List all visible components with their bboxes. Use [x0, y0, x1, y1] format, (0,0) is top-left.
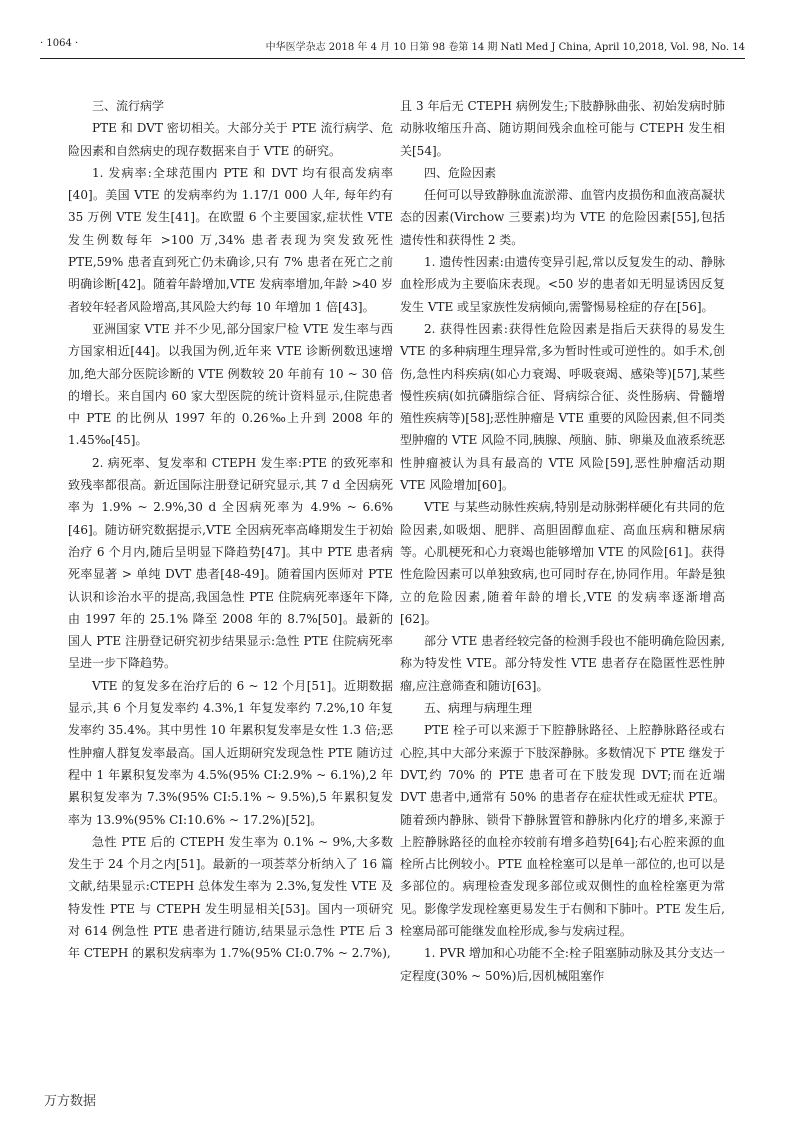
page-number: · 1064 ·: [40, 38, 79, 49]
paragraph: 1. PVR 增加和心功能不全:栓子阻塞肺动脉及其分支达一定程度(30% ~ 50%)后,因机械阻塞作: [400, 946, 725, 983]
section-heading-pathology: 五、病理与病理生理: [424, 701, 533, 716]
paragraph: 任何可以导致静脉血流淤滞、血管内皮损伤和血液高凝状态的因素(Virchow 三要素)均为 VTE 的危险因素[55],包括遗传性和获得性 2 类。: [400, 188, 725, 247]
page-header: [40, 38, 745, 58]
paragraph: 1. 遗传性因素:由遗传变异引起,常以反复发生的动、静脉血栓形成为主要临床表现。<50 岁的患者如无明显诱因反复发生 VTE 或呈家族性发病倾向,需警惕易栓症的存在[56]。: [400, 255, 725, 314]
paragraph: 急性 PTE 后的 CTEPH 发生率为 0.1% ~ 9%,大多数发生于 24 个月之内[51]。最新的一项荟萃分析纳入了 16 篇文献,结果显示:CTEPH 总体发生率为 2.3%,复发性 VTE 及特发性 PTE 与 CTEPH 发生明显相关[53]。国内一项研究对 614 例急性 PTE 患者进行随访,结果显示急性 PTE 后 3 年 CTEPH 的累积发病率为 1.7%(95% CI:0.7% ~ 2.7%),: [68, 834, 393, 961]
left-column: [68, 95, 393, 965]
paragraph: PTE 栓子可以来源于下腔静脉路径、上腔静脉路径或右心腔,其中大部分来源于下肢深静脉。多数情况下 PTE 继发于 DVT,约 70% 的 PTE 患者可在下肢发现 DVT;而在近端 DVT 患者中,通常有 50% 的患者存在症状性或无症状 PTE。随着颈内静脉、锁骨下静脉置管和静脉内化疗的增多,来源于上腔静脉路径的血栓亦较前有增多趋势[64];右心腔来源的血栓所占比例较小。PTE 血栓栓塞可以是单一部位的,也可以是多部位的。病理检查发现多部位或双侧性的血栓栓塞更为常见。影像学发现栓塞更易发生于右侧和下肺叶。PTE 发生后,栓塞局部可能继发血栓形成,参与发病过程。: [400, 723, 725, 938]
section-heading-epidemiology: 三、流行病学: [92, 99, 165, 113]
running-title: 中华医学杂志 2018 年 4 月 10 日第 98 卷第 14 期 Natl Med J China, April 10,2018, Vol. 98, No. 14: [265, 42, 745, 53]
right-column: [400, 95, 725, 987]
paragraph: 亚洲国家 VTE 并不少见,部分国家尸检 VTE 发生率与西方国家相近[44]。以我国为例,近年来 VTE 诊断例数迅速增加,绝大部分医院诊断的 VTE 例数较 20 年前有 10 ~ 30 倍的增长。来自国内 60 家大型医院的统计资料显示,住院患者中 PTE 的比例从 1997 年的 0.26‰上升到 2008 年的 1.45‰[45]。: [68, 321, 393, 448]
paragraph: PTE 和 DVT 密切相关。大部分关于 PTE 流行病学、危险因素和自然病史的现存数据来自于 VTE 的研究。: [68, 121, 393, 158]
paragraph-continued: 且 3 年后无 CTEPH 病例发生;下肢静脉曲张、初始发病时肺动脉收缩压升高、随访期间残余血栓可能与 CTEPH 发生相关[54]。: [400, 99, 725, 158]
paragraph: 2. 获得性因素:获得性危险因素是指后天获得的易发生 VTE 的多种病理生理异常,多为暂时性或可逆性的。如手术,创伤,急性内科疾病(如心力衰竭、呼吸衰竭、感染等)[57],某些慢性疾病(如抗磷脂综合征、肾病综合征、炎性肠病、骨髓增殖性疾病等)[58];恶性肿瘤是 VTE 重要的风险因素,但不同类型肿瘤的 VTE 风险不同,胰腺、颅脑、肺、卵巢及血液系统恶性肿瘤被认为具有最高的 VTE 风险[59],恶性肿瘤活动期 VTE 风险增加[60]。: [400, 321, 725, 493]
paragraph: VTE 与某些动脉性疾病,特别是动脉粥样硬化有共同的危险因素,如吸烟、肥胖、高胆固醇血症、高血压病和糖尿病等。心肌梗死和心力衰竭也能够增加 VTE 的风险[61]。获得性危险因素可以单独致病,也可同时存在,协同作用。年龄是独立的危险因素,随着年龄的增长,VTE 的发病率逐渐增高[62]。: [400, 500, 725, 626]
header-rule: [40, 58, 745, 59]
section-heading-risk-factors: 四、危险因素: [424, 165, 497, 180]
paragraph: 2. 病死率、复发率和 CTEPH 发生率:PTE 的致死率和致残率都很高。新近国际注册登记研究显示,其 7 d 全因病死率为 1.9% ~ 2.9%,30 d 全因病死率为 4.9% ~ 6.6%[46]。随访研究数据提示,VTE 全因病死率高峰期发生于初始治疗 6 个月内,随后呈明显下降趋势[47]。其中 PTE 患者病死率显著 > 单纯 DVT 患者[48-49]。随着国内医师对 PTE 认识和诊治水平的提高,我国急性 PTE 住院病死率逐年下降,由 1997 年的 25.1% 降至 2008 年的 8.7%[50]。最新的国人 PTE 注册登记研究初步结果显示:急性 PTE 住院病死率呈进一步下降趋势。: [68, 455, 393, 671]
watermark-footer: 万方数据: [44, 1094, 97, 1109]
paragraph: 1. 发病率:全球范围内 PTE 和 DVT 均有很高发病率[40]。美国 VTE 的发病率约为 1.17/1 000 人年, 每年约有 35 万例 VTE 发生[41]。在欧盟 6 个主要国家,症状性 VTE 发生例数每年 >100 万,34% 患者表现为突发致死性 PTE,59% 患者直到死亡仍未确诊,只有 7% 患者在死亡之前明确诊断[42]。随着年龄增加,VTE 发病率增加,年龄 >40 岁者较年轻者风险增高,其风险大约每 10 年增加 1 倍[43]。: [68, 165, 393, 314]
paragraph: 部分 VTE 患者经较完备的检测手段也不能明确危险因素,称为特发性 VTE。部分特发性 VTE 患者存在隐匿性恶性肿瘤,应注意筛查和随访[63]。: [400, 634, 725, 693]
paragraph: VTE 的复发多在治疗后的 6 ~ 12 个月[51]。近期数据显示,其 6 个月复发率约 4.3%,1 年复发率约 7.2%,10 年复发率约 35.4%。其中男性 10 年累积复发率是女性 1.3 倍;恶性肿瘤人群复发率最高。国人近期研究发现急性 PTE 随访过程中 1 年累积复发率为 4.5%(95% CI:2.9% ~ 6.1%),2 年累积复发率为 7.3%(95% CI:5.1% ~ 9.5%),5 年累积复发率为 13.9%(95% CI:10.6% ~ 17.2%)[52]。: [68, 678, 393, 827]
